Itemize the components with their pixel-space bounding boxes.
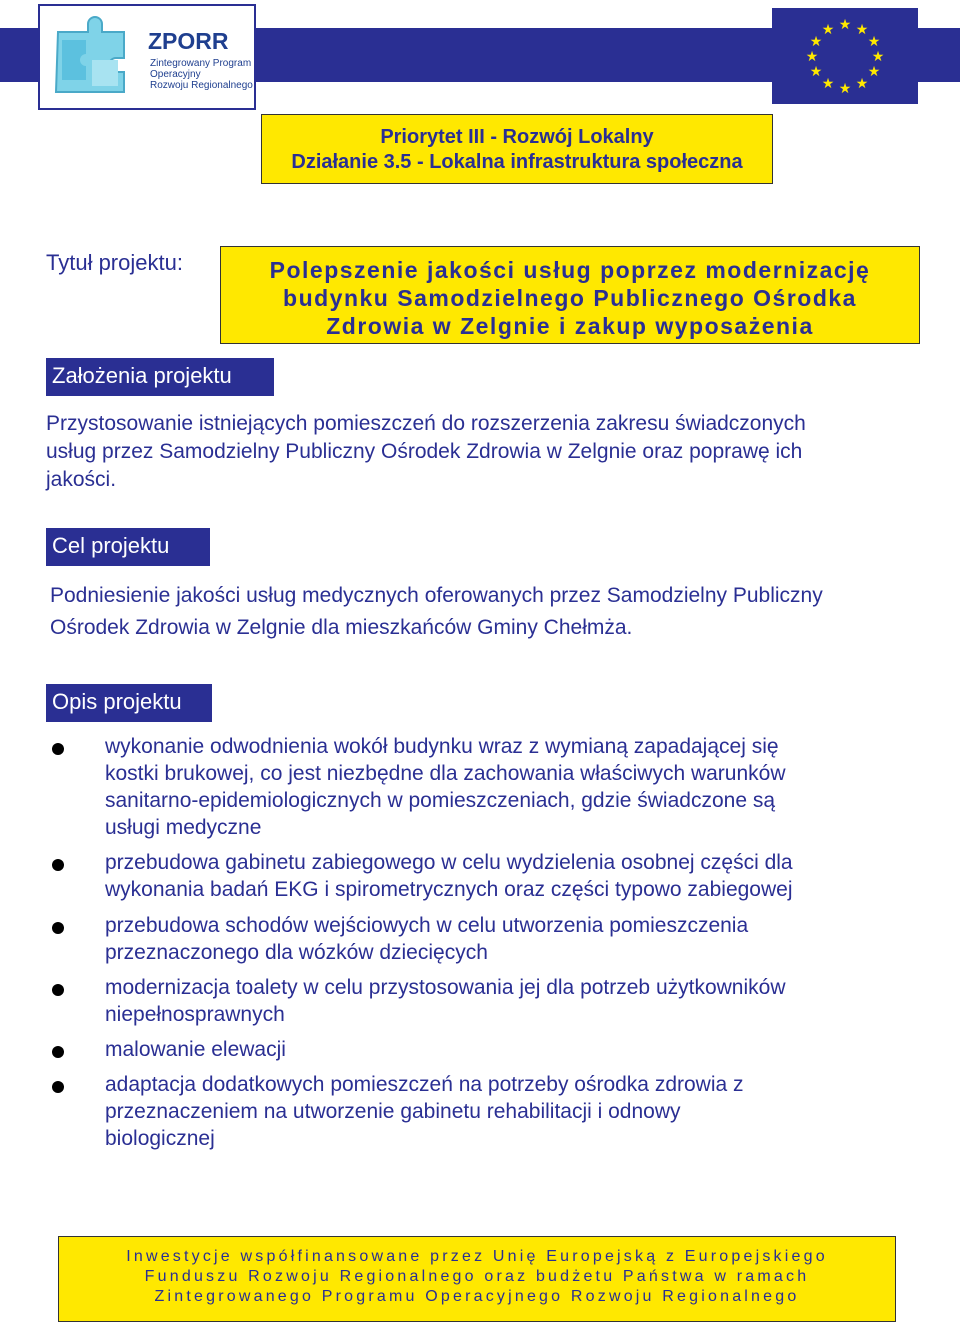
title-line-3: Zdrowia w Zelgnie i zakup wyposażenia: [326, 313, 814, 339]
list-item: [105, 912, 915, 966]
priority-header: [261, 114, 773, 184]
list-item-line: przeznaczonego dla wózków dziecięcych: [105, 941, 488, 964]
svg-text:★: ★: [805, 49, 819, 65]
bullet-icon: [52, 1081, 64, 1093]
list-item-line: sanitarno-epidemiologicznych w pomieszczeniach, gdzie świadczone są: [105, 789, 776, 812]
svg-text:★: ★: [855, 22, 869, 38]
list-item-line: wykonanie odwodnienia wokół budynku wraz z wymianą zapadającej się: [105, 735, 779, 758]
logo-line-1: Zintegrowany Program: [150, 58, 252, 69]
svg-text:★: ★: [838, 81, 852, 97]
project-title: [220, 246, 920, 344]
cel-label: Cel projektu: [46, 528, 210, 566]
svg-text:★: ★: [867, 34, 881, 50]
bullet-icon: [52, 1046, 64, 1058]
list-item: [105, 849, 915, 903]
opis-label: Opis projektu: [46, 684, 212, 722]
svg-text:★: ★: [838, 17, 852, 33]
zalozenia-line-2: usług przez Samodzielny Publiczny Ośrodek Zdrowia w Zelgnie oraz poprawę ich: [46, 440, 803, 463]
bullet-icon: [52, 859, 64, 871]
list-item: [105, 974, 915, 1028]
title-line-2: budynku Samodzielnego Publicznego Ośrodka: [283, 285, 857, 311]
svg-text:★: ★: [821, 22, 835, 38]
svg-text:★: ★: [821, 76, 835, 92]
puzzle-logo-icon: [48, 10, 148, 106]
svg-text:★: ★: [871, 49, 885, 65]
eu-stars-icon: [772, 8, 918, 104]
zporr-logo: [38, 4, 256, 110]
list-item-line: przeznaczeniem na utworzenie gabinetu rehabilitacji i odnowy: [105, 1100, 681, 1123]
footer-line-3: Zintegrowanego Programu Operacyjnego Rozwoju Regionalnego: [154, 1288, 800, 1305]
list-item-line: modernizacja toalety w celu przystosowania jej dla potrzeb użytkowników: [105, 976, 786, 999]
list-item-line: niepełnosprawnych: [105, 1003, 285, 1026]
zalozenia-line-1: Przystosowanie istniejących pomieszczeń do rozszerzenia zakresu świadczonych: [46, 412, 806, 435]
list-item-line: usługi medyczne: [105, 816, 262, 839]
bullet-icon: [52, 743, 64, 755]
eu-flag: [772, 8, 918, 104]
cel-line-1: Podniesienie jakości usług medycznych oferowanych przez Samodzielny Publiczny: [50, 584, 823, 607]
list-item-line: przebudowa gabinetu zabiegowego w celu wydzielenia osobnej części dla: [105, 851, 793, 874]
bullet-icon: [52, 922, 64, 934]
funding-footer: [58, 1236, 896, 1322]
list-item: [105, 733, 915, 841]
list-item-line: malowanie elewacji: [105, 1038, 286, 1061]
priority-line-2: Działanie 3.5 - Lokalna infrastruktura społeczna: [291, 151, 743, 173]
bullet-icon: [52, 984, 64, 996]
list-item-line: biologicznej: [105, 1127, 215, 1150]
logo-name: ZPORR: [148, 28, 229, 54]
svg-text:★: ★: [809, 64, 823, 80]
zalozenia-line-3: jakości.: [46, 468, 117, 491]
priority-line-1: Priorytet III - Rozwój Lokalny: [380, 126, 654, 148]
logo-line-2: Operacyjny: [150, 69, 201, 80]
footer-line-2: Funduszu Rozwoju Regionalnego oraz budżetu Państwa w ramach: [144, 1268, 810, 1285]
list-item: [105, 1036, 915, 1063]
list-item-line: przebudowa schodów wejściowych w celu utworzenia pomieszczenia: [105, 914, 749, 937]
zalozenia-text: [46, 410, 926, 494]
svg-text:★: ★: [855, 76, 869, 92]
list-item-line: adaptacja dodatkowych pomieszczeń na potrzeby ośrodka zdrowia z: [105, 1073, 744, 1096]
list-item: [105, 1071, 915, 1152]
zalozenia-label: Założenia projektu: [46, 358, 274, 396]
title-label: Tytuł projektu:: [46, 250, 183, 275]
svg-text:★: ★: [867, 64, 881, 80]
footer-line-1: Inwestycje współfinansowane przez Unię Europejską z Europejskiego: [126, 1248, 828, 1265]
logo-line-3: Rozwoju Regionalnego: [150, 80, 253, 91]
svg-text:★: ★: [809, 34, 823, 50]
cel-text: [50, 580, 930, 644]
list-item-line: kostki brukowej, co jest niezbędne dla zachowania właściwych warunków: [105, 762, 786, 785]
title-line-1: Polepszenie jakości usług poprzez modernizację: [269, 257, 871, 283]
cel-line-2: Ośrodek Zdrowia w Zelgnie dla mieszkańców Gminy Chełmża.: [50, 616, 633, 639]
list-item-line: wykonania badań EKG i spirometrycznych oraz części typowo zabiegowej: [105, 878, 793, 901]
